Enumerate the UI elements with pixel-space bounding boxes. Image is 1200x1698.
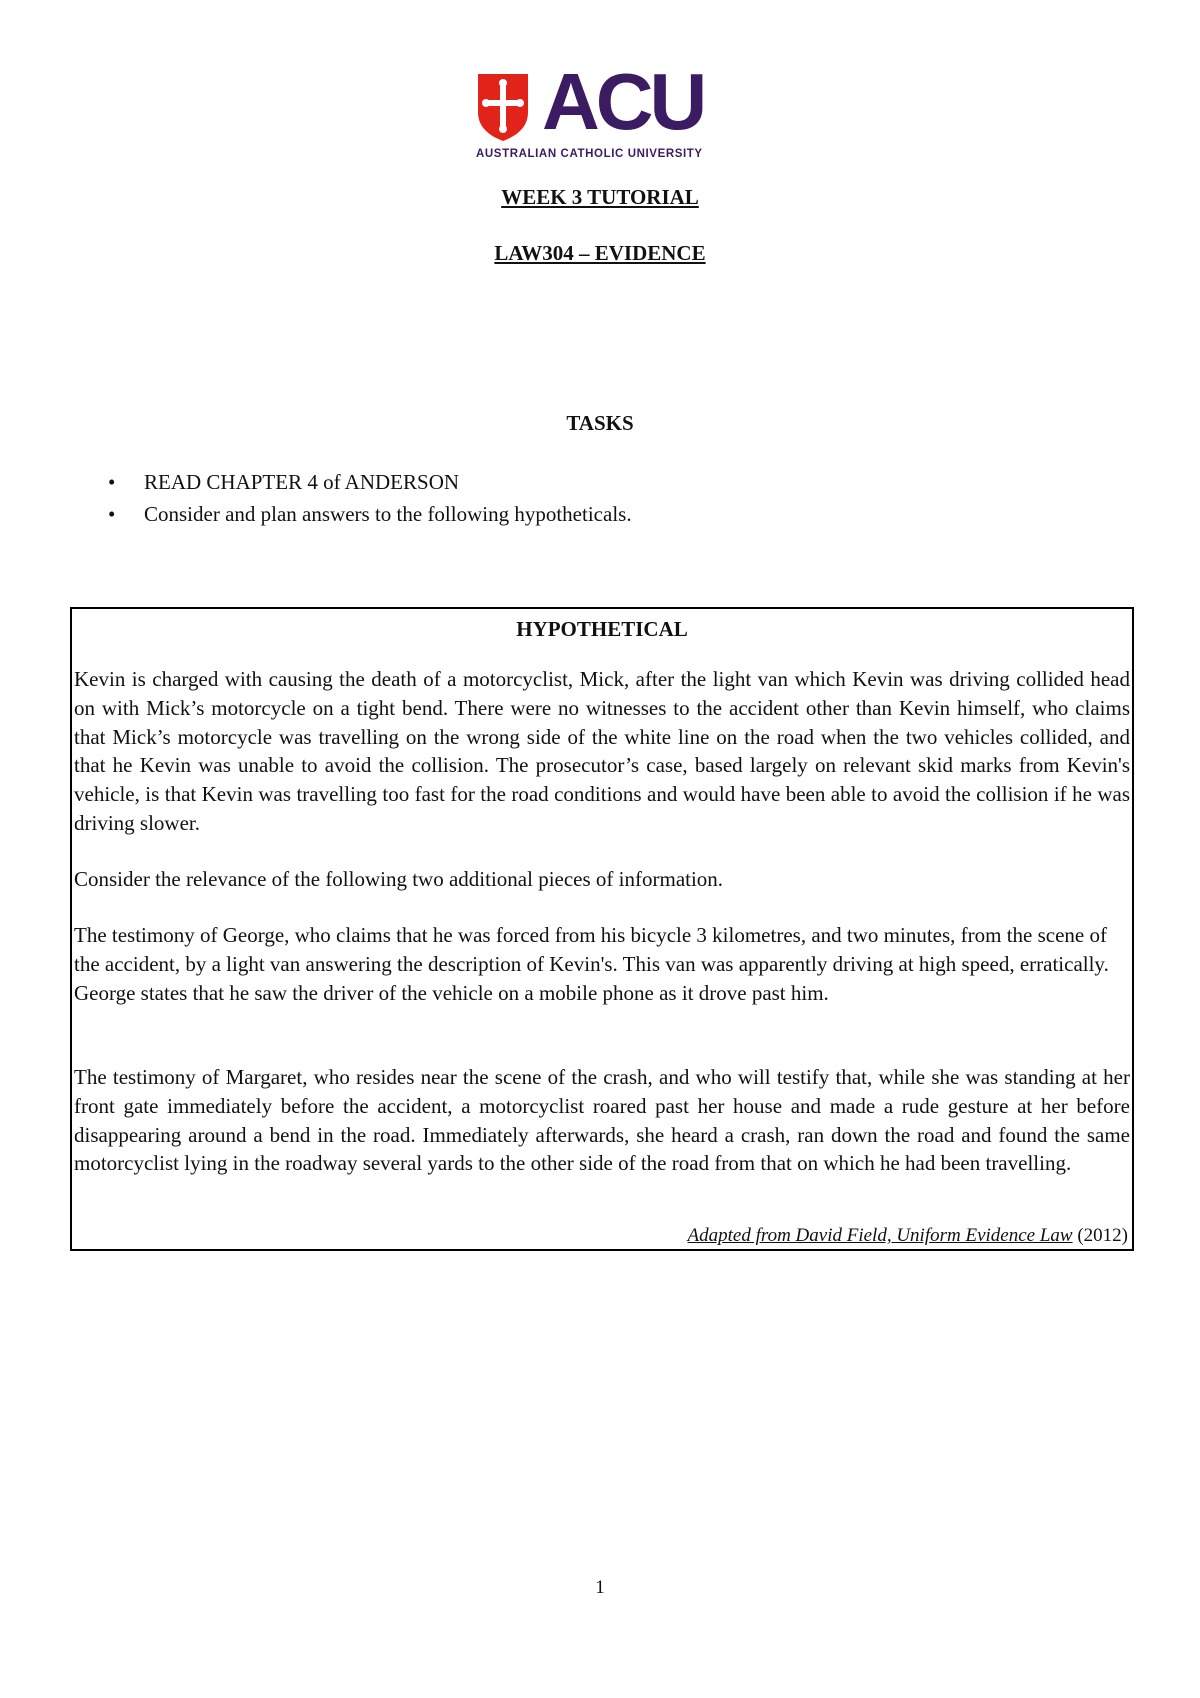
source-title: Adapted from David Field, Uniform Evidence Law: [687, 1225, 1073, 1246]
source-citation: [688, 1225, 1128, 1247]
week-heading: WEEK 3 TUTORIAL: [501, 185, 699, 209]
hypothetical-paragraph: The testimony of George, who claims that he was forced from his bicycle 3 kilometres, and two minutes, from the scene of the accident, by a light van answering the description of Kevin's. This van was apparently driving at high speed, erratically. George states that he saw the driver of the vehicle on a mobile phone as it drove past him.: [74, 923, 1109, 1005]
hypothetical-paragraph: Consider the relevance of the following two additional pieces of information.: [74, 867, 724, 891]
tasks-title: TASKS: [566, 411, 634, 435]
task-item: [108, 498, 632, 530]
task-item-text: Consider and plan answers to the following hypotheticals.: [144, 502, 632, 526]
page-number: 1: [595, 1577, 605, 1598]
hypothetical-paragraph: Kevin is charged with causing the death of a motorcyclist, Mick, after the light van which Kevin was driving collided head on with Mick’s motorcycle on a tight bend. There were no witnesses to the accident other than Kevin himself, who claims that Mick’s motorcycle was travelling on the wrong side of the white line on the road when the two vehicles collided, and that he Kevin was unable to avoid the collision. The prosecutor’s case, based largely on relevant skid marks from Kevin's vehicle, is that Kevin was travelling too fast for the road conditions and would have been able to avoid the collision if he was driving slower.: [74, 667, 1130, 835]
course-heading: LAW304 – EVIDENCE: [494, 241, 706, 265]
acu-logo: [476, 57, 736, 164]
bullet-icon: •: [108, 502, 116, 526]
source-year: (2012): [1072, 1225, 1128, 1246]
task-item: [108, 466, 632, 498]
acu-shield-icon: [476, 72, 530, 142]
task-list: [108, 466, 632, 530]
hypothetical-title: HYPOTHETICAL: [516, 617, 688, 641]
logo-wordmark: ACU: [542, 57, 704, 146]
logo-subtitle: AUSTRALIAN CATHOLIC UNIVERSITY: [476, 148, 703, 160]
hypothetical-box: [70, 607, 1134, 1251]
task-item-text: READ CHAPTER 4 of ANDERSON: [144, 470, 460, 494]
bullet-icon: •: [108, 470, 116, 494]
hypothetical-paragraph: The testimony of Margaret, who resides near the scene of the crash, and who will testify that, while she was standing at her front gate immediately before the accident, a motorcyclist roared past her house and made a rude gesture at her before disappearing around a bend in the road. Immediately afterwards, she heard a crash, ran down the road and found the same motorcyclist lying in the roadway several yards to the other side of the road from that on which he had been travelling.: [74, 1065, 1130, 1176]
